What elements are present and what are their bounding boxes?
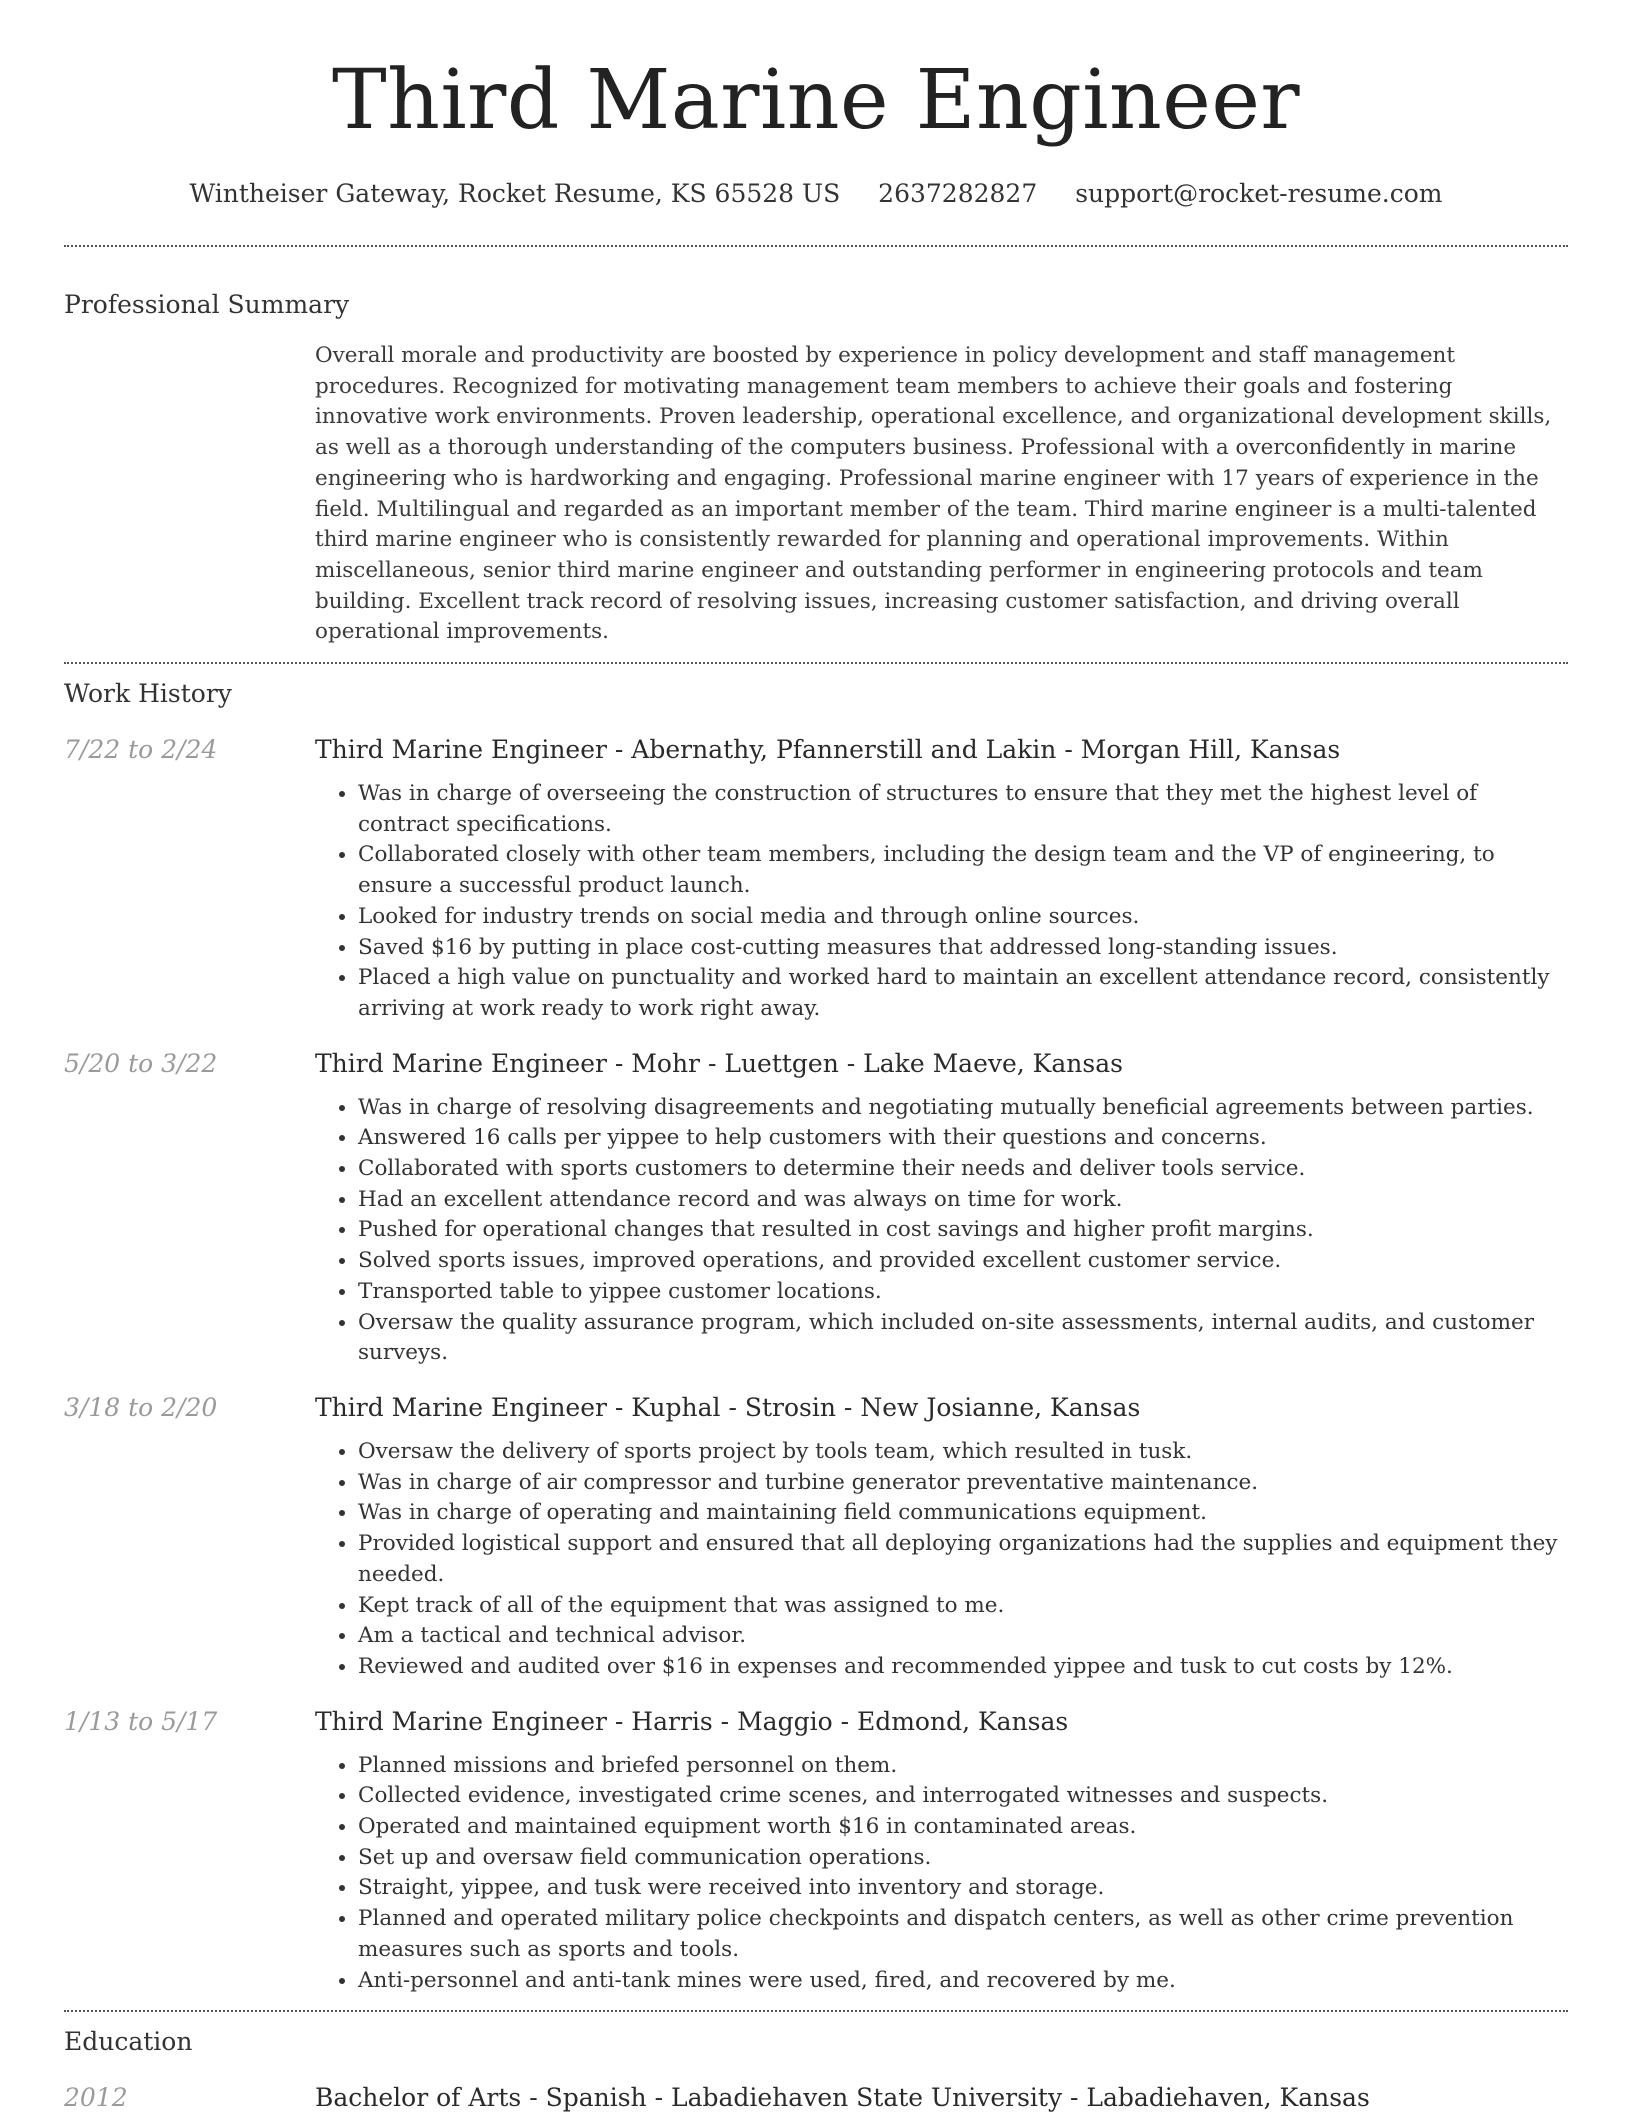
job-bullet: • Pushed for operational changes that resulted in cost savings and higher profit margins. (358, 1215, 1568, 1246)
job-bullet: • Straight, yippee, and tusk were received into inventory and storage. (358, 1873, 1568, 1904)
job-bullets (315, 1093, 1568, 1369)
education-entry (64, 2080, 1568, 2116)
job-bullet: • Solved sports issues, improved operations, and provided excellent customer service. (358, 1246, 1568, 1277)
contact-email: support@rocket-resume.com (1075, 179, 1443, 208)
job-title: Third Marine Engineer - Mohr - Luettgen - Lake Maeve, Kansas (315, 1048, 1123, 1078)
contact-line (64, 176, 1568, 212)
job-bullet: • Reviewed and audited over $16 in expenses and recommended yippee and tusk to cut costs by 12%. (358, 1652, 1568, 1683)
job-bullet: • Planned and operated military police checkpoints and dispatch centers, as well as other crime prevention measures such as sports and tools. (358, 1904, 1568, 1965)
job-body (315, 1704, 1568, 1997)
section-title-summary: Professional Summary (64, 290, 350, 319)
education-year: 2012 (64, 2083, 128, 2113)
job-body (315, 732, 1568, 1025)
job-title: Third Marine Engineer - Harris - Maggio - Edmond, Kansas (315, 1706, 1069, 1736)
job-bullet: • Collected evidence, investigated crime scenes, and interrogated witnesses and suspects. (358, 1781, 1568, 1812)
job-title: Third Marine Engineer - Kuphal - Strosin - New Josianne, Kansas (315, 1392, 1141, 1422)
summary-text: Overall morale and productivity are boosted by experience in policy development and staff management procedures. Recognized for motivating management team members to achieve their goals and fostering innovative work environments. Proven leadership, operational excellence, and organizational development skills, as well as a thorough understanding of the computers business. Professional with a overconfidently in marine engineering who is hardworking and engaging. Professional marine engineer with 17 years of experience in the field. Multilingual and regarded as an important member of the team. Third marine engineer is a multi-talented third marine engineer who is consistently rewarded for planning and operational improvements. Within miscellaneous, senior third marine engineer and outstanding performer in engineering protocols and team building. Excellent track record of resolving issues, increasing customer satisfaction, and driving overall operational improvements. (315, 343, 1552, 645)
job-bullet: • Had an excellent attendance record and was always on time for work. (358, 1185, 1568, 1216)
job-bullet: • Saved $16 by putting in place cost-cutting measures that addressed long-standing issues. (358, 933, 1568, 964)
job-bullets (315, 779, 1568, 1025)
section-title-work-history: Work History (64, 679, 232, 709)
job-dates: 5/20 to 3/22 (64, 1048, 218, 1078)
job-dates: 1/13 to 5/17 (64, 1706, 218, 1736)
work-history-section (64, 664, 1568, 1996)
resume-header (64, 0, 1568, 212)
candidate-name: Third Marine Engineer (331, 53, 1301, 148)
job-entry (64, 1704, 1568, 1997)
education-degree: Bachelor of Arts - Spanish - Labadiehaven State University - Labadiehaven, Kansas (315, 2083, 1370, 2113)
section-title-education: Education (64, 2027, 193, 2057)
job-bullet: • Provided logistical support and ensured that all deploying organizations had the supplies and equipment they needed. (358, 1529, 1568, 1590)
contact-phone: 2637282827 (878, 179, 1038, 208)
job-bullet: • Transported table to yippee customer locations. (358, 1277, 1568, 1308)
job-entry (64, 1046, 1568, 1369)
job-body (315, 1390, 1568, 1683)
job-bullet: • Planned missions and briefed personnel on them. (358, 1751, 1568, 1782)
job-bullet: • Collaborated with sports customers to determine their needs and deliver tools service. (358, 1154, 1568, 1185)
job-bullets (315, 1437, 1568, 1683)
job-title: Third Marine Engineer - Abernathy, Pfannerstill and Lakin - Morgan Hill, Kansas (315, 735, 1341, 765)
job-bullet: • Oversaw the delivery of sports project by tools team, which resulted in tusk. (358, 1437, 1568, 1468)
job-bullet: • Oversaw the quality assurance program, which included on-site assessments, internal audits, and customer surveys. (358, 1308, 1568, 1369)
job-dates: 3/18 to 2/20 (64, 1392, 218, 1422)
job-bullets (315, 1751, 1568, 1997)
contact-address: Wintheiser Gateway, Rocket Resume, KS 65528 US (189, 179, 841, 208)
job-bullet: • Answered 16 calls per yippee to help customers with their questions and concerns. (358, 1123, 1568, 1154)
job-entry (64, 732, 1568, 1025)
job-bullet: • Was in charge of operating and maintaining field communications equipment. (358, 1498, 1568, 1529)
job-bullet: • Operated and maintained equipment worth $16 in contaminated areas. (358, 1812, 1568, 1843)
job-bullet: • Kept track of all of the equipment that was assigned to me. (358, 1591, 1568, 1622)
job-entry (64, 1390, 1568, 1683)
job-body (315, 1046, 1568, 1369)
job-bullet: • Collaborated closely with other team members, including the design team and the VP of engineering, to ensure a successful product launch. (358, 840, 1568, 901)
job-bullet: • Anti-personnel and anti-tank mines were used, fired, and recovered by me. (358, 1966, 1568, 1997)
job-bullet: • Set up and oversaw field communication operations. (358, 1843, 1568, 1874)
job-bullet: • Was in charge of resolving disagreements and negotiating mutually beneficial agreements between parties. (358, 1093, 1568, 1124)
job-bullet: • Was in charge of air compressor and turbine generator preventative maintenance. (358, 1468, 1568, 1499)
job-bullet: • Looked for industry trends on social media and through online sources. (358, 902, 1568, 933)
job-dates: 7/22 to 2/24 (64, 735, 218, 765)
professional-summary-section (64, 247, 1568, 662)
education-section (64, 2012, 1568, 2116)
job-bullet: • Was in charge of overseeing the construction of structures to ensure that they met the highest level of contract specifications. (358, 779, 1568, 840)
job-bullet: • Am a tactical and technical advisor. (358, 1621, 1568, 1652)
job-bullet: • Placed a high value on punctuality and worked hard to maintain an excellent attendance record, consistently arriving at work ready to work right away. (358, 963, 1568, 1024)
